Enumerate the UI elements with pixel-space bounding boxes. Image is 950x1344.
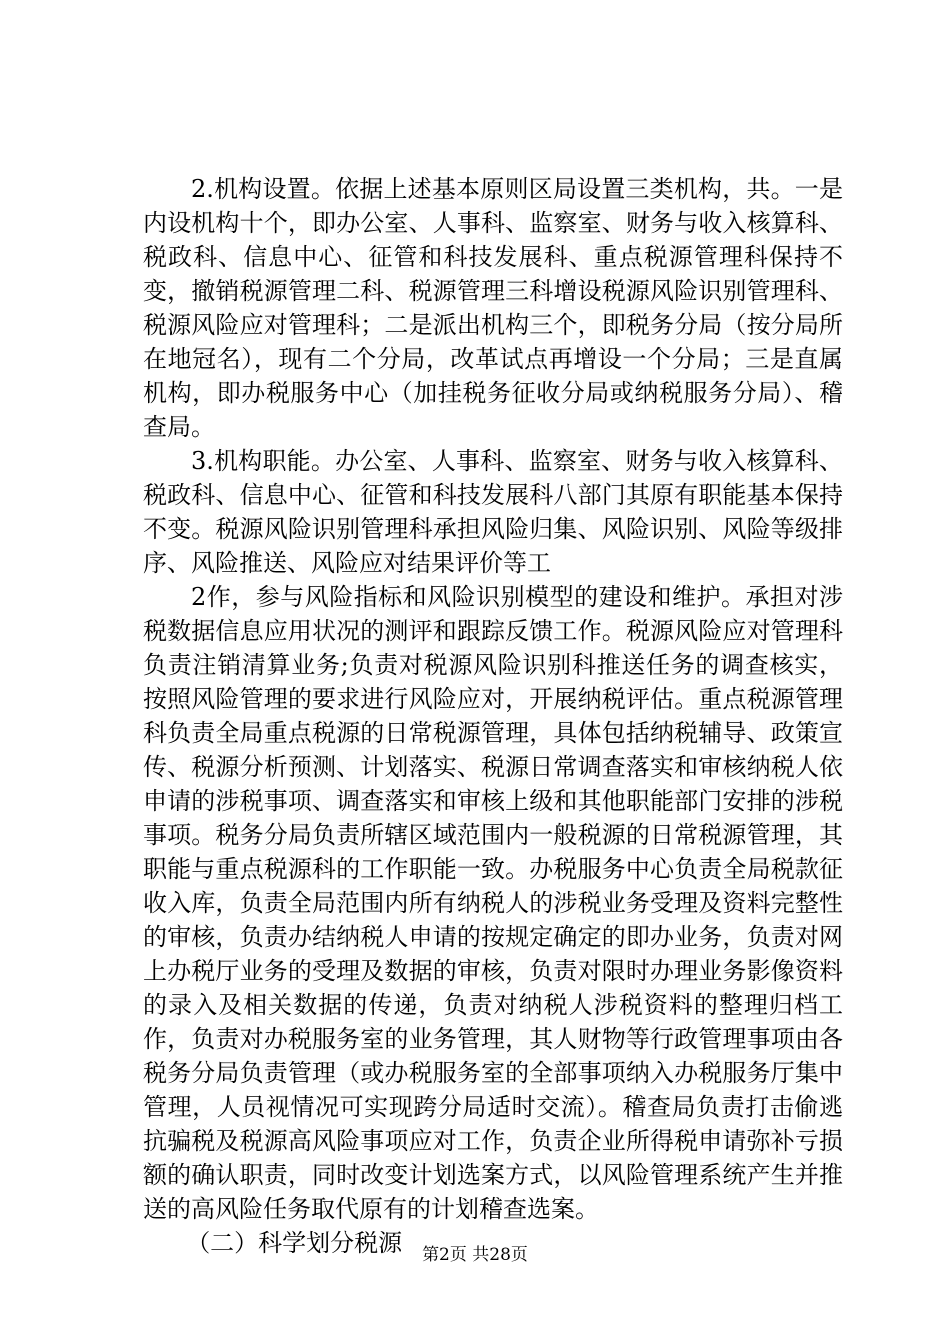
paragraph-institution-functions: 3.机构职能。办公室、人事科、监察室、财务与收入核算科、税政科、信息中心、征管和科技发展科八部门其原有职能基本保持不变。税源风险识别管理科承担风险归集、风险识别、风险等级排序、风险推送、风险应对结果评价等工 (143, 447, 843, 577)
section-subheading: （二）科学划分税源 (186, 1229, 403, 1257)
paragraph-institution-setup: 2.机构设置。依据上述基本原则区局设置三类机构，共。一是内设机构十个，即办公室、人事科、监察室、财务与收入核算科、税政科、信息中心、征管和科技发展科、重点税源管理科保持不变，撤销税源管理二科、税源管理三科增设税源风险识别管理科、税源风险应对管理科；二是派出机构三个，即税务分局（按分局所在地冠名），现有二个分局，改革试点再增设一个分局；三是直属机构，即办税服务中心（加挂税务征收分局或纳税服务分局）、稽查局。 (143, 175, 843, 441)
page-footer: 第2页 共28页 (422, 1245, 528, 1265)
document-body (143, 172, 843, 1260)
paragraph-functions-continued: 2作，参与风险指标和风险识别模型的建设和维护。承担对涉税数据信息应用状况的测评和跟踪反馈工作。税源风险应对管理科负责注销清算业务;负责对税源风险识别科推送任务的调查核实，按照风险管理的要求进行风险应对，开展纳税评估。重点税源管理科负责全局重点税源的日常税源管理，具体包括纳税辅导、政策宣传、税源分析预测、计划落实、税源日常调查落实和审核纳税人依申请的涉税事项、调查落实和审核上级和其他职能部门安排的涉税事项。税务分局负责所辖区域范围内一般税源的日常税源管理，其职能与重点税源科的工作职能一致。办税服务中心负责全局税款征收入库，负责全局范围内所有纳税人的涉税业务受理及资料完整性的审核，负责办结纳税人申请的按规定确定的即办业务，负责对网上办税厅业务的受理及数据的审核，负责对限时办理业务影像资料的录入及相关数据的传递，负责对纳税人涉税资料的整理归档工作，负责对办税服务室的业务管理，其人财物等行政管理事项由各税务分局负责管理（或办税服务室的全部事项纳入办税服务厅集中管理，人员视情况可实现跨分局适时交流）。稽查局负责打击偷逃抗骗税及税源高风险事项应对工作，负责企业所得税申请弥补亏损额的确认职责，同时改变计划选案方式，以风险管理系统产生并推送的高风险任务取代原有的计划稽查选案。 (143, 583, 843, 1223)
